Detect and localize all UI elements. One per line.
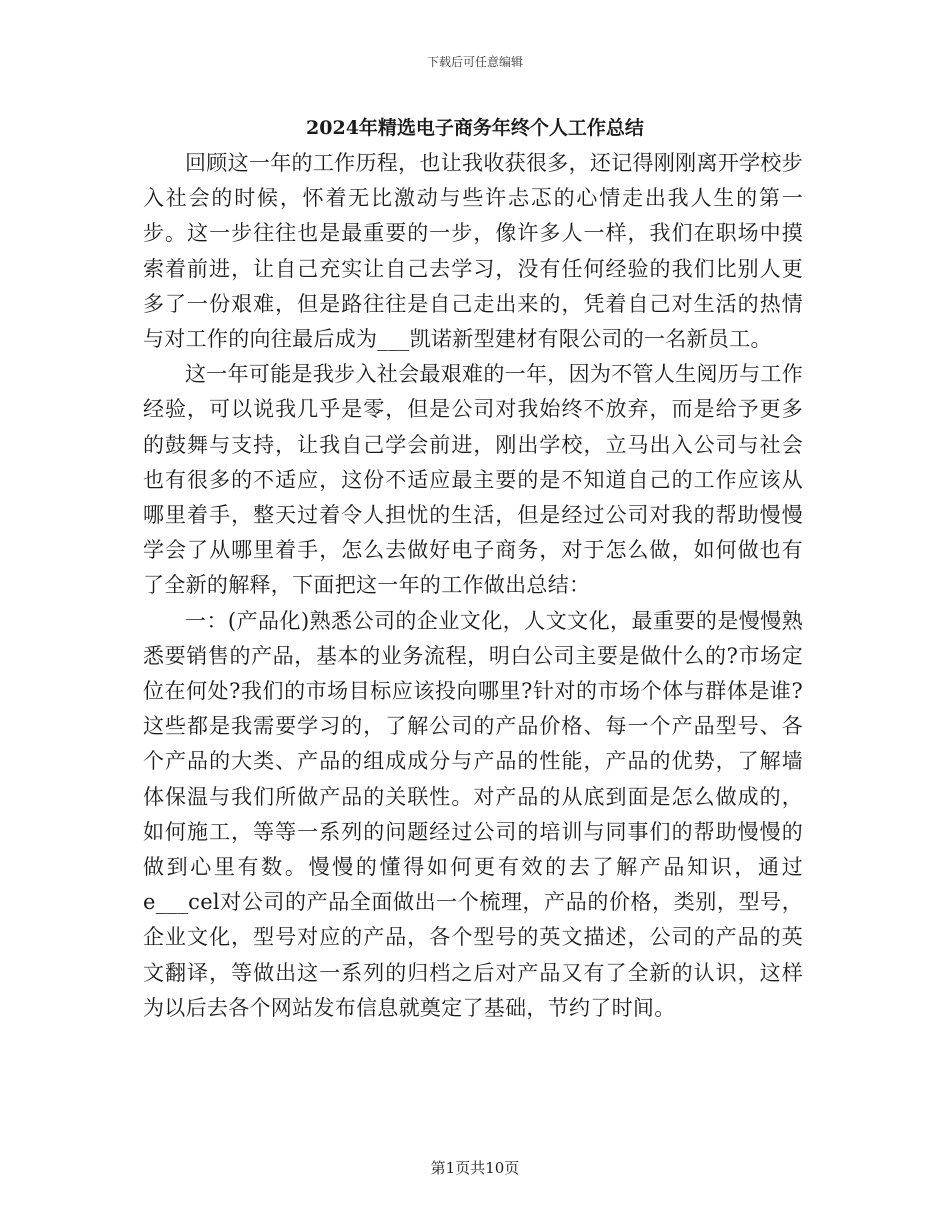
paragraph-2: 这一年可能是我步入社会最艰难的一年，因为不管人生阅历与工作经验，可以说我几乎是零，但是公司对我始终不放弃，而是给予更多的鼓舞与支持，让我自己学会前进，刚出学校，立马出入公司与社会也有很多的不适应，这份不适应最主要的是不知道自己的工作应该从哪里着手，整天过着令人担忧的生活，但是经过公司对我的帮助慢慢学会了从哪里着手，怎么去做好电子商务，对于怎么做，如何做也有了全新的解释，下面把这一年的工作做出总结： [143, 362, 803, 598]
header-note: 下载后可任意编辑 [426, 55, 523, 69]
document-body [143, 146, 803, 1026]
paragraph-1: 回顾这一年的工作历程，也让我收获很多，还记得刚刚离开学校步入社会的时候，怀着无比激动与些许忐忑的心情走出我人生的第一步。这一步往往也是最重要的一步，像许多人一样，我们在职场中摸索着前进，让自己充实让自己去学习，没有任何经验的我们比别人更多了一份艰难，但是路往往是自己走出来的，凭着自己对生活的热情与对工作的向往最后成为___凯诺新型建材有限公司的一名新员工。 [143, 151, 803, 352]
document-title: 2024年精选电子商务年终个人工作总结 [306, 117, 644, 139]
page-footer: 第1页共10页 [430, 1159, 520, 1177]
paragraph-3: 一：(产品化)熟悉公司的企业文化，人文文化，最重要的是慢慢熟悉要销售的产品，基本的业务流程，明白公司主要是做什么的?市场定位在何处?我们的市场目标应该投向哪里?针对的市场个体与群体是谁?这些都是我需要学习的，了解公司的产品价格、每一个产品型号、各个产品的大类、产品的组成成分与产品的性能，产品的优势，了解墙体保温与我们所做产品的关联性。对产品的从底到面是怎么做成的，如何施工，等等一系列的问题经过公司的培训与同事们的帮助慢慢的做到心里有数。慢慢的懂得如何更有效的去了解产品知识，通过e___cel对公司的产品全面做出一个梳理，产品的价格，类别，型号，企业文化，型号对应的产品，各个型号的英文描述，公司的产品的英文翻译，等做出这一系列的归档之后对产品又有了全新的认识，这样为以后去各个网站发布信息就奠定了基础，节约了时间。 [143, 608, 803, 1020]
